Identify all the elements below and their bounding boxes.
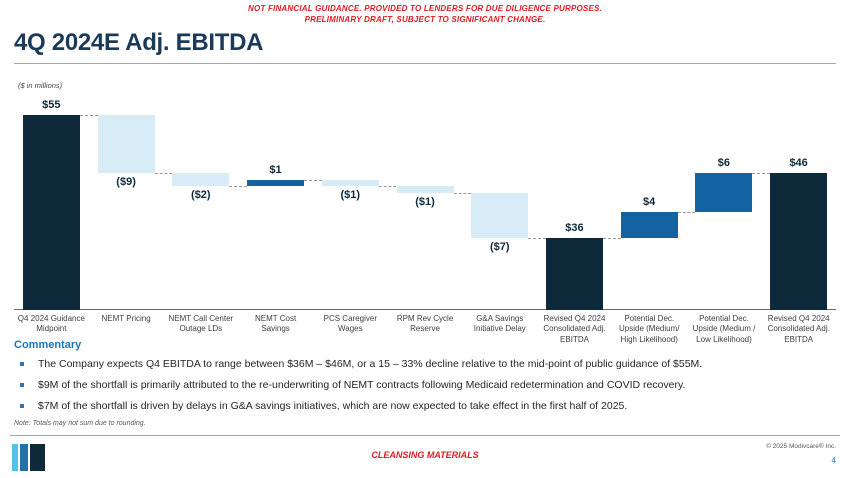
waterfall-connector <box>304 180 322 181</box>
bullet-square-icon <box>20 383 24 387</box>
category-label: Revised Q4 2024 Consolidated Adj. EBITDA <box>767 314 830 344</box>
waterfall-chart <box>14 92 836 310</box>
waterfall-bar <box>98 115 155 174</box>
bar-value-label: ($7) <box>489 241 510 254</box>
category-label: Potential Dec. Upside (Medium / Low Likelihood) <box>692 314 756 344</box>
bar-value-label: $55 <box>42 98 61 111</box>
commentary-bullet <box>20 400 832 413</box>
bar-value-label: ($2) <box>191 189 211 202</box>
category-label: Revised Q4 2024 Consolidated Adj. EBITDA <box>543 314 606 344</box>
waterfall-bar <box>247 180 304 187</box>
waterfall-connector <box>379 186 397 187</box>
commentary-bullet <box>20 379 832 392</box>
category-label: RPM Rev Cycle Reserve <box>396 314 454 334</box>
bar-value-label: $36 <box>565 222 584 235</box>
waterfall-bar <box>23 115 80 310</box>
category-label: NEMT Pricing <box>101 314 151 323</box>
bar-value-label: $46 <box>789 157 808 170</box>
waterfall-connector <box>752 173 770 174</box>
waterfall-connector <box>229 186 247 187</box>
waterfall-bar <box>172 173 229 186</box>
disclaimer-line-1: NOT FINANCIAL GUIDANCE. PROVIDED TO LENDERS FOR DUE DILIGENCE PURPOSES. <box>248 4 602 13</box>
category-label: NEMT Call Center Outage LDs <box>168 314 234 334</box>
waterfall-connector <box>80 115 98 116</box>
waterfall-connector <box>678 212 696 213</box>
category-label: G&A Savings Initiative Delay <box>473 314 526 334</box>
bar-value-label: ($1) <box>340 189 361 202</box>
page-title: 4Q 2024E Adj. EBITDA <box>14 29 264 56</box>
bullet-text: $7M of the shortfall is driven by delays in G&A savings initiatives, which are now expected to take effect in the first half of 2025. <box>38 400 628 412</box>
copyright-text: © 2025 Modivcare® Inc. <box>766 443 836 450</box>
waterfall-bar <box>546 238 603 310</box>
bar-value-label: $6 <box>717 157 731 170</box>
cleansing-materials-label: CLEANSING MATERIALS <box>371 450 479 460</box>
commentary-heading: Commentary <box>14 339 82 351</box>
waterfall-connector <box>528 238 546 239</box>
category-label: Q4 2024 Guidance Midpoint <box>17 314 85 334</box>
waterfall-connector <box>155 173 173 174</box>
category-label: NEMT Cost Savings <box>254 314 297 334</box>
disclaimer-line-2: PRELIMINARY DRAFT, SUBJECT TO SIGNIFICANT CHANGE. <box>304 15 546 24</box>
waterfall-bar <box>695 173 752 212</box>
bar-value-label: ($9) <box>116 176 136 189</box>
category-label: PCS Caregiver Wages <box>323 314 377 334</box>
waterfall-bar <box>471 193 528 239</box>
bullet-text: The Company expects Q4 EBITDA to range between $36M – $46M, or a 15 – 33% decline relative to the mid-point of public guidance of $55M. <box>38 358 703 370</box>
bullet-text: $9M of the shortfall is primarily attributed to the re-underwriting of NEMT contracts following Medicaid redetermination and COVID recovery. <box>38 379 686 391</box>
page-number: 4 <box>831 456 836 465</box>
bullet-square-icon <box>20 404 24 408</box>
title-divider <box>14 63 836 64</box>
rounding-note: Note: Totals may not sum due to rounding. <box>14 420 146 427</box>
footer-divider <box>10 435 840 436</box>
waterfall-bar <box>770 173 827 310</box>
waterfall-connector <box>454 193 472 194</box>
waterfall-bar <box>322 180 379 187</box>
bar-value-label: ($1) <box>415 195 435 208</box>
units-note: ($ in millions) <box>18 81 63 90</box>
category-label: Potential Dec. Upside (Medium/ High Likelihood) <box>619 314 680 344</box>
bar-value-label: $4 <box>643 196 656 209</box>
waterfall-connector <box>603 238 621 239</box>
commentary-bullet <box>20 358 832 371</box>
bar-value-label: $1 <box>269 163 282 176</box>
waterfall-bar <box>621 212 678 238</box>
bullet-square-icon <box>20 362 24 366</box>
waterfall-bar <box>397 186 454 193</box>
category-axis-labels <box>14 314 836 345</box>
